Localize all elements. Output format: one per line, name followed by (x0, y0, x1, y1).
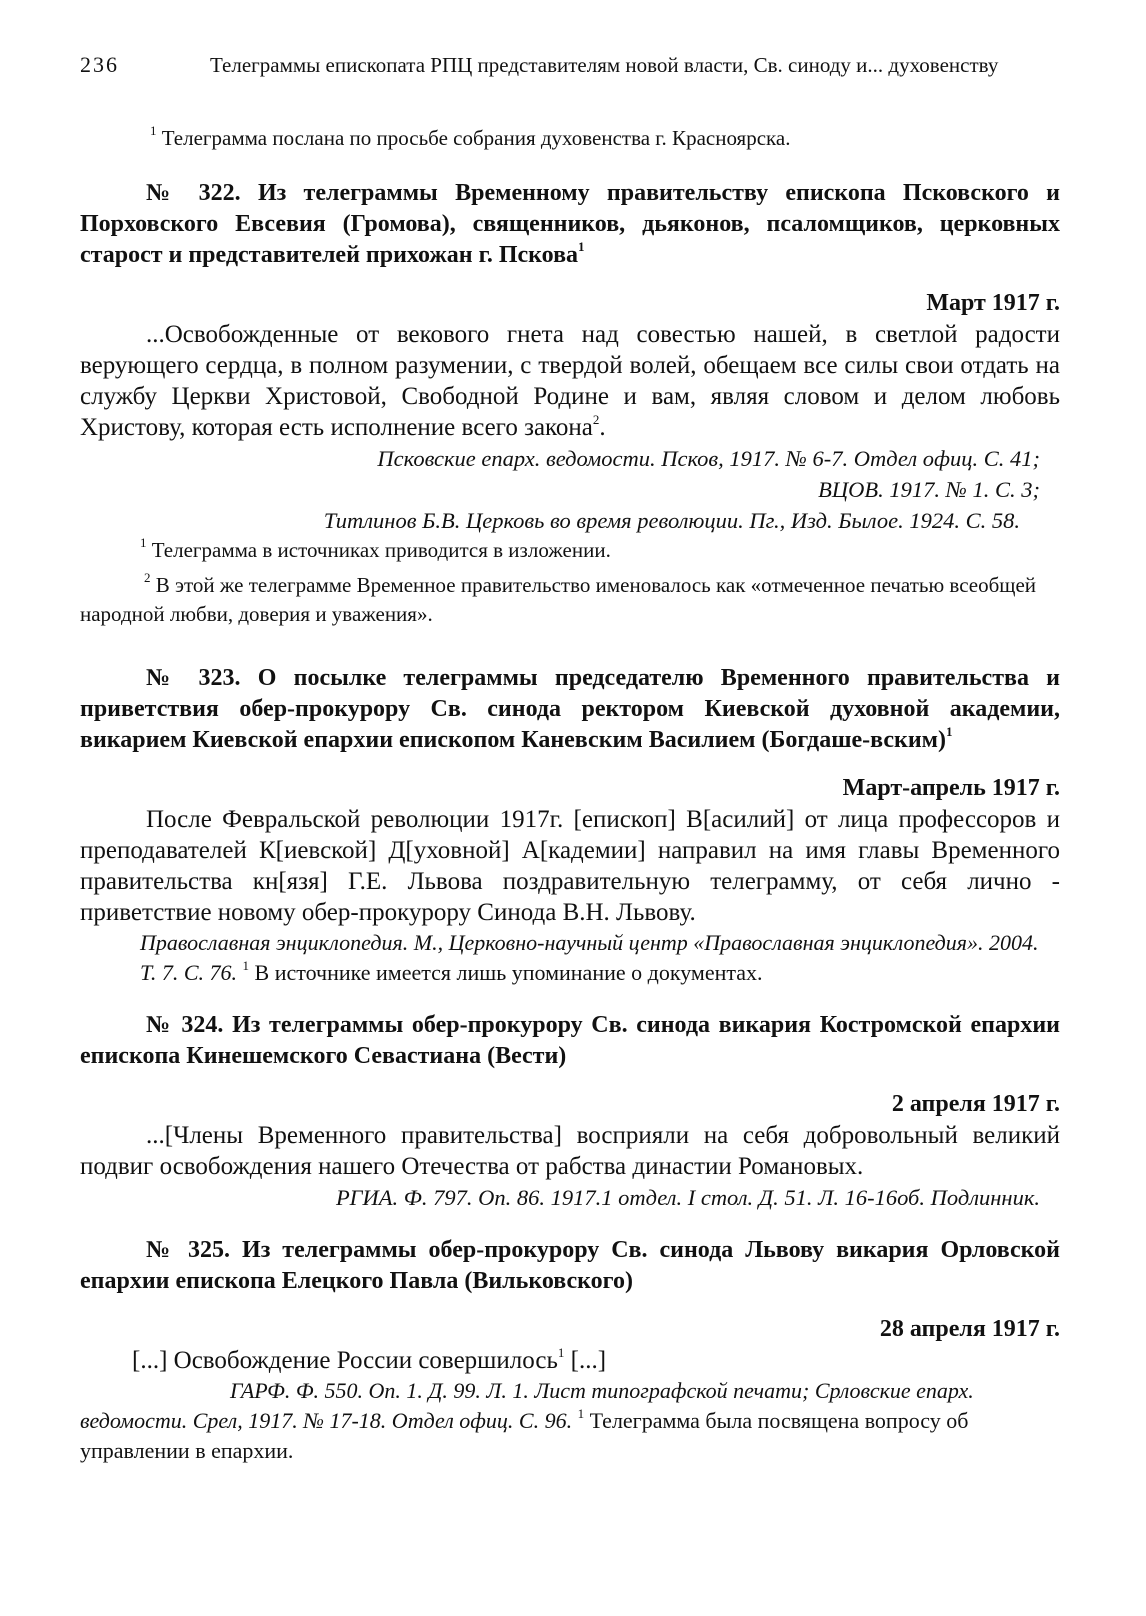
source-text: Православная энциклопедия. М., Церковно-научный центр «Православная энциклопедия». 2004. Т. 7. С. 76. (140, 930, 1039, 985)
source-citation: Псковские епарх. ведомости. Псков, 1917. № 6-7. Отдел офиц. С. 41; (377, 446, 1040, 471)
footnote-marker: 1 (946, 724, 953, 739)
document-322 (80, 178, 1060, 629)
footnote-marker: 2 (144, 570, 151, 585)
document-text (80, 319, 1060, 443)
running-head-title: Телеграммы епископата РПЦ представителям новой власти, Св. синоду и... духовенству (210, 53, 999, 77)
document-text: ...[Члены Временного правительства] восприяли на себя добровольный великий подвиг освобождения нашего Отечества от рабства династии Романовых. (80, 1122, 1060, 1180)
source-citation (80, 928, 1060, 988)
footnote-marker: 1 (557, 1344, 565, 1360)
footnote-text: В этой же телеграмме Временное правительство именовалось как «отмеченное печатью всеобщей народной любви, доверия и уважения». (80, 573, 1037, 626)
document-date: 28 апреля 1917 г. (879, 1316, 1060, 1342)
running-head (80, 50, 1060, 80)
document-title-text: № 323. О посылке телеграммы председателю Временного правительства и приветствия обер-прокурору Св. синода ректором Киевской духовной академии, викарием Киевской епархии епископом Каневским Василием (Богдаше-вским) (80, 665, 1060, 753)
source-citation (80, 1376, 1060, 1466)
source-citation: ВЦОВ. 1917. № 1. С. 3; (818, 477, 1040, 502)
document-page (80, 50, 1060, 1466)
document-text-end: [...] (564, 1347, 607, 1374)
document-325 (80, 1235, 1060, 1466)
document-text (80, 1345, 1060, 1376)
source-text: ГАРФ. Ф. 550. Оп. 1. Д. 99. Л. 1. Лист типографской печати; Срловские епарх. ведомости. Срел, 1917. № 17-18. Отдел офиц. С. 96. (80, 1378, 974, 1433)
footnote-marker: 2 (592, 411, 600, 427)
document-324 (80, 1010, 1060, 1213)
footnote-marker: 1 (577, 1405, 585, 1421)
footnote (80, 536, 1060, 565)
source-citation: РГИА. Ф. 797. Оп. 86. 1917.1 отдел. I стол. Д. 51. Л. 16-16об. Подлинник. (335, 1185, 1040, 1210)
document-text-end: . (599, 414, 606, 441)
document-title-text: № 322. Из телеграммы Временному правительству епископа Псковского и Порховского Евсевия (Громова), священников, дьяконов, псаломщиков, церковных старост и представителей прихожан г. Пскова (80, 180, 1060, 268)
document-title (80, 663, 1060, 756)
footnote (80, 571, 1060, 629)
document-title: № 324. Из телеграммы обер-прокурору Св. синода викария Костромской епархии епископа Кинешемского Севастиана (Вести) (80, 1012, 1060, 1069)
document-date: Март 1917 г. (926, 290, 1060, 316)
document-text: После Февральской революции 1917г. [епископ] В[асилий] от лица профессоров и преподавателей К[иевской] Д[уховной] А[кадемии] направил на имя главы Временного правительства кн[язя] Г.Е. Львова поздравительную телеграмму, от себя лично - приветствие новому обер-прокурору Синода В.Н. Львову. (80, 806, 1060, 926)
carried-footnote (150, 124, 1060, 152)
footnote-marker: 1 (150, 123, 157, 138)
document-text-body: ...Освобожденные от векового гнета над совестью нашей, в светлой радости верующего сердца, в полном разумении, с твердой волей, обещаем все силы свои отдать на службу Церкви Христовой, Свободной Родине и вам, являя словом и делом любовь Христову, которая есть исполнение всего закона (80, 321, 1060, 441)
footnote-text: Телеграмма в источниках приводится в изложении. (151, 538, 611, 562)
document-title (80, 178, 1060, 271)
source-citation: Титлинов Б.В. Церковь во время революции. Пг., Изд. Былое. 1924. С. 58. (323, 508, 1020, 533)
document-date: 2 апреля 1917 г. (891, 1091, 1060, 1117)
document-date: Март-апрель 1917 г. (842, 775, 1060, 801)
document-text-body: [...] Освобождение России совершилось (132, 1347, 558, 1374)
page-number: 236 (80, 52, 119, 77)
footnote-text: Телеграмма была посвящена вопросу об управлении в епархии. (80, 1408, 969, 1463)
footnote-text: В источнике имеется лишь упоминание о документах. (254, 960, 763, 985)
footnote-marker: 1 (242, 957, 250, 973)
document-title: № 325. Из телеграммы обер-прокурору Св. синода Львову викария Орловской епархии епископа Елецкого Павла (Вильковского) (80, 1237, 1060, 1294)
document-323 (80, 663, 1060, 988)
footnote-text: Телеграмма послана по просьбе собрания духовенства г. Красноярска. (161, 126, 791, 150)
footnote-marker: 1 (578, 239, 585, 254)
footnote-marker: 1 (140, 535, 147, 550)
